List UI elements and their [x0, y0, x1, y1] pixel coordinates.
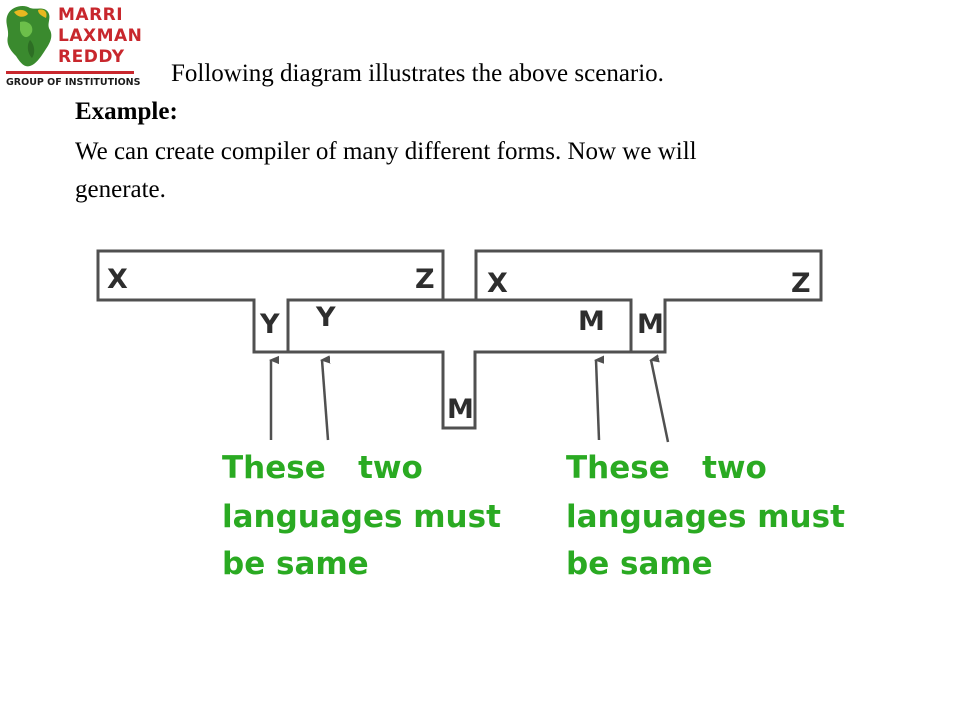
t-right-target-label: Z [791, 268, 811, 299]
diagram-caption: Following diagram illustrates the above scenario. [171, 60, 664, 87]
note-right-line1: These two [566, 450, 767, 486]
logo-text-reddy: REDDY [58, 47, 125, 67]
arrow-right-1 [596, 360, 599, 440]
t-right-implementation-label: M [637, 309, 664, 340]
t-left-implementation-label: Y [260, 309, 280, 340]
t-left-target-label: Z [415, 264, 435, 295]
example-heading: Example: [75, 98, 178, 125]
body-text-line1: We can create compiler of many different forms. Now we will [75, 138, 697, 165]
body-text-line2: generate. [75, 176, 166, 203]
t-right-source-label: X [487, 268, 508, 299]
note-left-line3: be same [222, 546, 369, 582]
logo-text-marri: MARRI [58, 5, 124, 25]
arrow-left-2 [322, 360, 328, 440]
t-middle-source-label: Y [316, 302, 336, 333]
note-left-line1: These two [222, 450, 423, 486]
logo-tagline: GROUP OF INSTITUTIONS [6, 77, 141, 88]
logo-text-laxman: LAXMAN [58, 26, 143, 46]
t-left-source-label: X [107, 264, 128, 295]
note-left-line2: languages must [222, 499, 501, 535]
note-right-line3: be same [566, 546, 713, 582]
note-right-line2: languages must [566, 499, 845, 535]
arrow-right-2 [651, 360, 668, 442]
t-middle-implementation-label: M [447, 394, 474, 425]
t-middle-target-label: M [578, 306, 605, 337]
